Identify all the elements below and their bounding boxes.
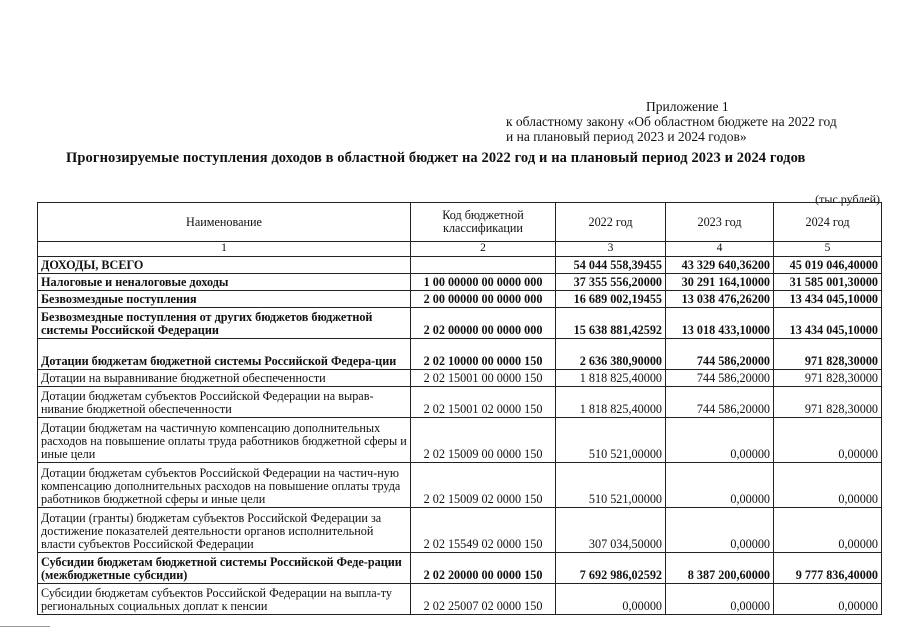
column-number: 1 [38, 242, 411, 257]
column-number: 5 [774, 242, 882, 257]
row-value-2023: 13 038 476,26200 [666, 291, 774, 308]
row-value-2024: 13 434 045,10000 [774, 308, 882, 339]
row-code: 2 00 00000 00 0000 000 [411, 291, 556, 308]
row-value-2022: 16 689 002,19455 [556, 291, 666, 308]
column-number: 2 [411, 242, 556, 257]
table-header-row [38, 203, 882, 242]
row-name: Субсидии бюджетам субъектов Российской Федерации на выпла-ту региональных социальных доплат к пенсии [38, 584, 411, 615]
row-name: Безвозмездные поступления от других бюджетов бюджетной системы Российской Федерации [38, 308, 411, 339]
header-2024: 2024 год [774, 203, 882, 242]
row-name: Налоговые и неналоговые доходы [38, 274, 411, 291]
header-code: Код бюджетной классификации [411, 203, 556, 242]
revenue-table [37, 202, 882, 615]
page-edge-line [0, 626, 50, 627]
table-row [38, 274, 882, 291]
row-value-2022: 2 636 380,90000 [556, 339, 666, 370]
row-value-2024: 31 585 001,30000 [774, 274, 882, 291]
row-code: 2 02 20000 00 0000 150 [411, 553, 556, 584]
row-value-2022: 15 638 881,42592 [556, 308, 666, 339]
row-value-2024: 0,00000 [774, 584, 882, 615]
row-name: Дотации на выравнивание бюджетной обеспеченности [38, 370, 411, 387]
row-name: ДОХОДЫ, ВСЕГО [38, 257, 411, 274]
row-name: Дотации бюджетам на частичную компенсацию дополнительных расходов на повышение оплаты труда работников бюджетной сферы и иные цели [38, 418, 411, 463]
table-row [38, 339, 882, 370]
units-label: (тыс.рублей) [815, 192, 880, 206]
row-name: Дотации бюджетам бюджетной системы Российской Федера-ции [38, 339, 411, 370]
table-row [38, 257, 882, 274]
row-value-2023: 30 291 164,10000 [666, 274, 774, 291]
row-value-2024: 0,00000 [774, 508, 882, 553]
table-row [38, 308, 882, 339]
row-name: Безвозмездные поступления [38, 291, 411, 308]
appendix-note [506, 99, 837, 144]
row-value-2022: 1 818 825,40000 [556, 370, 666, 387]
row-value-2023: 744 586,20000 [666, 370, 774, 387]
row-value-2022: 7 692 986,02592 [556, 553, 666, 584]
row-value-2024: 0,00000 [774, 418, 882, 463]
row-value-2024: 971 828,30000 [774, 370, 882, 387]
table-row [38, 370, 882, 387]
row-value-2024: 971 828,30000 [774, 387, 882, 418]
document-title: Прогнозируемые поступления доходов в областной бюджет на 2022 год и на плановый период 2023 и 2024 годов [66, 150, 806, 166]
column-number: 4 [666, 242, 774, 257]
table-row [38, 387, 882, 418]
row-value-2022: 307 034,50000 [556, 508, 666, 553]
table-row [38, 584, 882, 615]
table-row [38, 553, 882, 584]
row-value-2024: 45 019 046,40000 [774, 257, 882, 274]
table-row [38, 291, 882, 308]
row-code: 2 02 15549 02 0000 150 [411, 508, 556, 553]
row-value-2023: 744 586,20000 [666, 387, 774, 418]
row-code [411, 257, 556, 274]
row-value-2024: 9 777 836,40000 [774, 553, 882, 584]
row-value-2024: 971 828,30000 [774, 339, 882, 370]
header-2023: 2023 год [666, 203, 774, 242]
column-number-row [38, 242, 882, 257]
row-value-2023: 0,00000 [666, 463, 774, 508]
row-value-2023: 0,00000 [666, 584, 774, 615]
row-code: 2 02 15001 02 0000 150 [411, 387, 556, 418]
row-value-2023: 13 018 433,10000 [666, 308, 774, 339]
row-value-2023: 744 586,20000 [666, 339, 774, 370]
table-body [38, 242, 882, 615]
row-value-2022: 54 044 558,39455 [556, 257, 666, 274]
row-value-2023: 8 387 200,60000 [666, 553, 774, 584]
row-name: Дотации бюджетам субъектов Российской Федерации на частич-ную компенсацию дополнительных расходов на повышение оплаты труда работников бюджетной сферы и иные цели [38, 463, 411, 508]
header-2022: 2022 год [556, 203, 666, 242]
row-code: 1 00 00000 00 0000 000 [411, 274, 556, 291]
header-name: Наименование [38, 203, 411, 242]
appendix-number: Приложение 1 [646, 99, 729, 114]
row-value-2022: 0,00000 [556, 584, 666, 615]
row-name: Дотации бюджетам субъектов Российской Федерации на вырав-нивание бюджетной обеспеченности [38, 387, 411, 418]
row-value-2022: 1 818 825,40000 [556, 387, 666, 418]
row-code: 2 02 00000 00 0000 000 [411, 308, 556, 339]
table-row [38, 418, 882, 463]
column-number: 3 [556, 242, 666, 257]
row-code: 2 02 25007 02 0000 150 [411, 584, 556, 615]
row-code: 2 02 15009 02 0000 150 [411, 463, 556, 508]
row-value-2024: 13 434 045,10000 [774, 291, 882, 308]
table-row [38, 463, 882, 508]
appendix-period-reference: и на плановый период 2023 и 2024 годов» [506, 129, 747, 144]
row-name: Дотации (гранты) бюджетам субъектов Российской Федерации за достижение показателей деятельности органов исполнительной власти субъектов Российской Федерации [38, 508, 411, 553]
appendix-law-reference: к областному закону «Об областном бюджете на 2022 год [506, 114, 837, 129]
row-code: 2 02 10000 00 0000 150 [411, 339, 556, 370]
table-row [38, 508, 882, 553]
row-value-2022: 37 355 556,20000 [556, 274, 666, 291]
row-value-2023: 0,00000 [666, 418, 774, 463]
row-name: Субсидии бюджетам бюджетной системы Российской Феде-рации (межбюджетные субсидии) [38, 553, 411, 584]
row-value-2022: 510 521,00000 [556, 418, 666, 463]
row-code: 2 02 15001 00 0000 150 [411, 370, 556, 387]
row-value-2022: 510 521,00000 [556, 463, 666, 508]
row-value-2023: 43 329 640,36200 [666, 257, 774, 274]
row-code: 2 02 15009 00 0000 150 [411, 418, 556, 463]
row-value-2024: 0,00000 [774, 463, 882, 508]
row-value-2023: 0,00000 [666, 508, 774, 553]
